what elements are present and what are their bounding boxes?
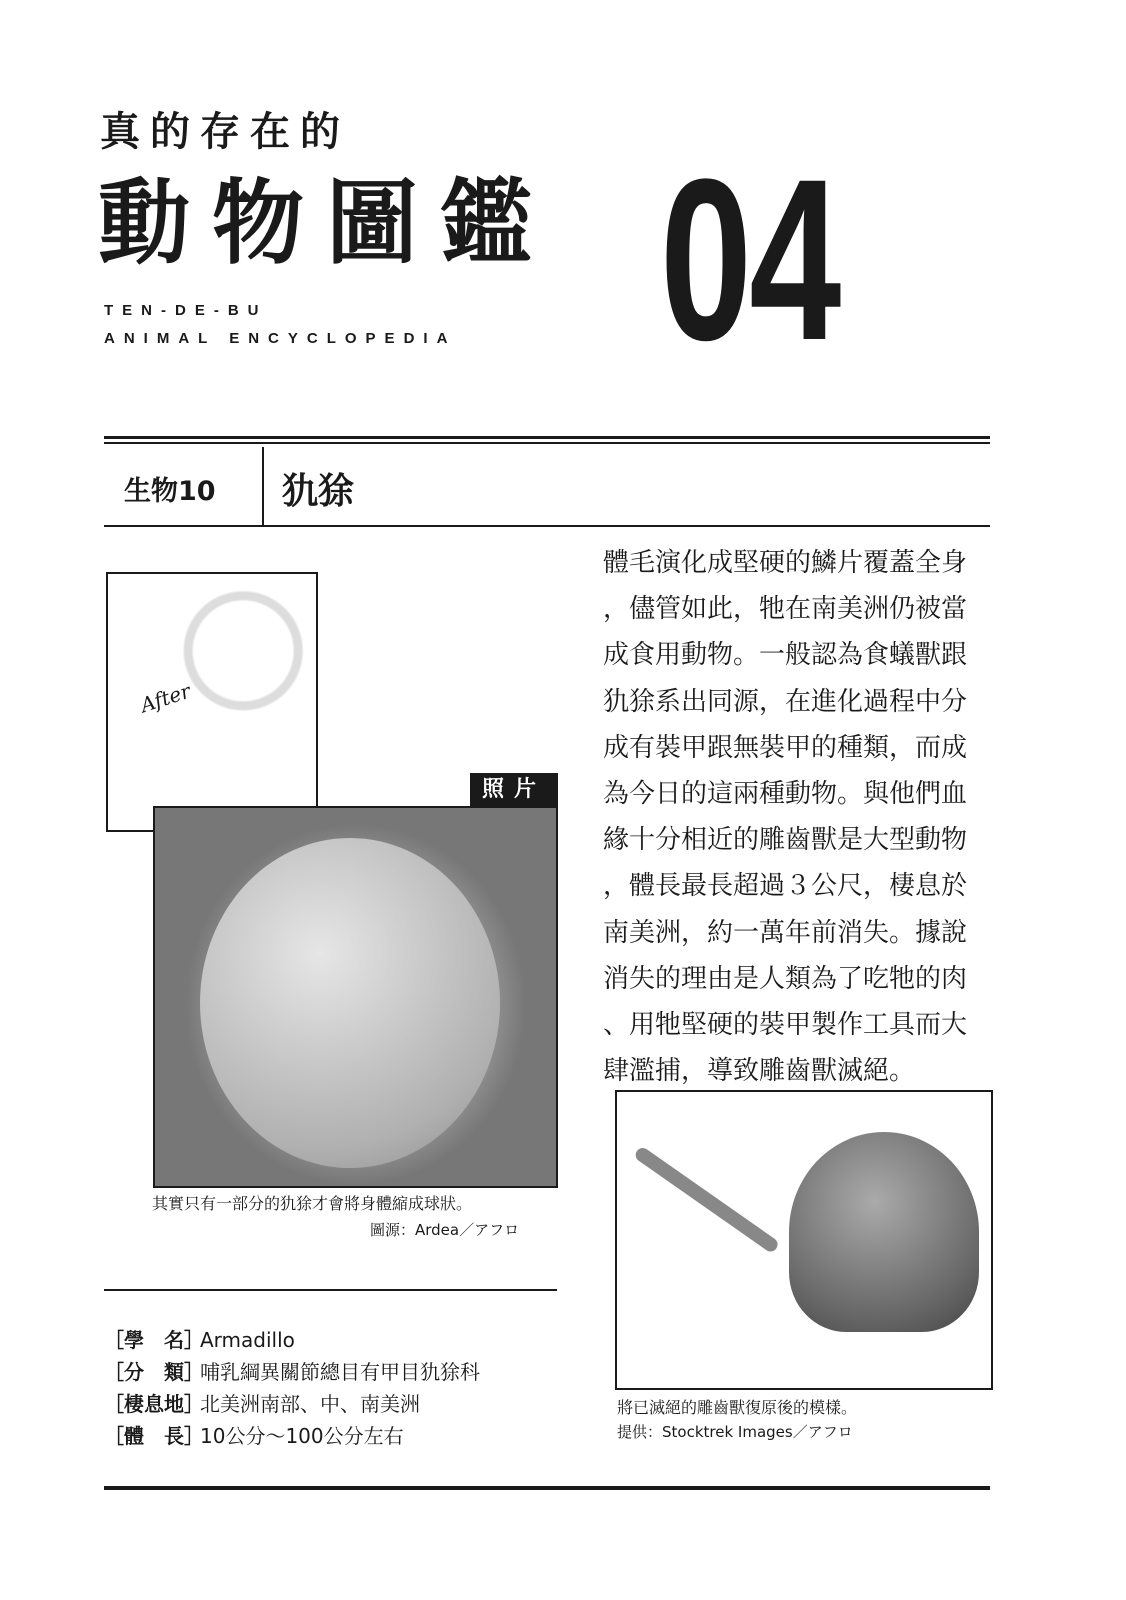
info-key: ［棲息地］ [104, 1392, 204, 1416]
info-row [104, 1327, 295, 1353]
header-separator [262, 447, 264, 527]
body-line: 緣十分相近的雕齒獸是大型動物 [603, 825, 968, 856]
body-line: 體毛演化成堅硬的鱗片覆蓋全身 [603, 548, 968, 578]
glyptodon-image [615, 1090, 993, 1390]
info-value: 北美洲南部、中、南美洲 [200, 1392, 420, 1416]
body-line: ，體長最長超過３公尺，棲息於 [603, 871, 968, 902]
info-key: ［體 長］ [104, 1424, 204, 1448]
entry-name: 犰狳 [282, 471, 355, 512]
manga-panel-image [106, 572, 318, 832]
glyptodon-credit: 提供：Stocktrek Images／アフロ [617, 1423, 853, 1441]
info-divider [104, 1289, 557, 1291]
series-english: ANIMAL ENCYCLOPEDIA [104, 330, 457, 347]
body-line: 犰狳系出同源，在進化過程中分 [603, 686, 968, 717]
body-line: 南美洲，約一萬年前消失。據說 [603, 917, 968, 948]
divider-top-thin [104, 442, 990, 444]
armadillo-photo [153, 806, 558, 1188]
info-key: ［學 名］ [104, 1328, 204, 1352]
armadillo-ball-shape [200, 838, 500, 1168]
glyptodon-shell-shape [789, 1132, 979, 1332]
divider-top [104, 436, 990, 439]
info-row [104, 1391, 420, 1417]
body-line: 為今日的這兩種動物。與他們血 [603, 779, 968, 810]
photo-caption: 其實只有一部分的犰狳才會將身體縮成球狀。 [152, 1194, 473, 1213]
divider-bottom [104, 1486, 990, 1490]
body-line: 、用牠堅硬的裝甲製作工具而大 [603, 1010, 968, 1041]
info-value: Armadillo [200, 1328, 295, 1352]
body-line: 消失的理由是人類為了吃牠的肉 [603, 963, 968, 994]
body-line: ，儘管如此，牠在南美洲仍被當 [603, 594, 968, 625]
entry-id: 生物10 [124, 476, 216, 507]
photo-label: 照片 [470, 773, 558, 806]
kicker-title: 真的存在的 [100, 109, 350, 155]
glyptodon-tail-shape [633, 1145, 780, 1254]
info-key: ［分 類］ [104, 1360, 204, 1384]
entry-header [104, 447, 990, 527]
manga-sfx: After [137, 678, 194, 718]
body-line: 肆濫捕，導致雕齒獸滅絕。 [603, 1056, 916, 1087]
info-value: 哺乳綱異關節總目有甲目犰狳科 [200, 1360, 480, 1384]
series-romaji: TEN-DE-BU [104, 302, 268, 319]
issue-number: 04 [660, 131, 839, 388]
info-value: 10公分～100公分左右 [200, 1424, 404, 1448]
body-line: 成有裝甲跟無裝甲的種類，而成 [603, 732, 968, 763]
main-title: 動物圖鑑 [98, 169, 555, 277]
body-line: 成食用動物。一般認為食蟻獸跟 [603, 640, 968, 671]
glyptodon-caption: 將已滅絕的雕齒獸復原後的模樣。 [617, 1398, 858, 1417]
photo-credit: 圖源：Ardea／アフロ [370, 1221, 520, 1239]
body-text [603, 540, 995, 1094]
info-row [104, 1359, 480, 1385]
info-row [104, 1423, 404, 1449]
